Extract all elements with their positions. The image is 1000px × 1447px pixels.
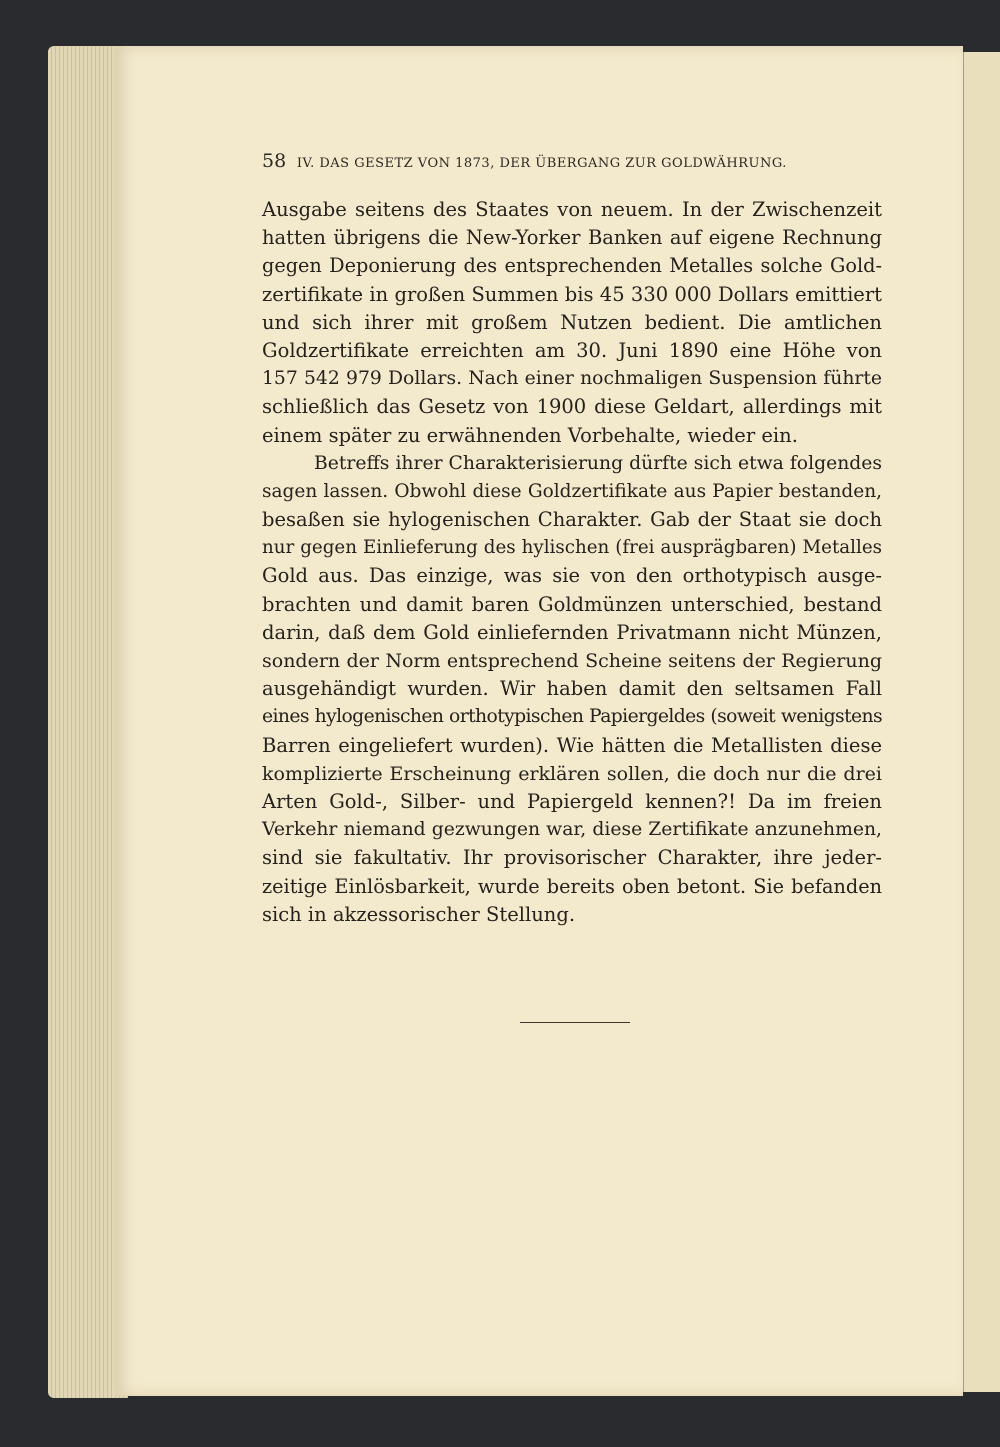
- page-number: 58: [262, 150, 287, 172]
- text-line: eines hylogenischen orthotypischen Papiergeldes (soweit wenigstens: [262, 706, 882, 728]
- text-line: sondern der Norm entsprechend Scheine seitens der Regierung: [262, 650, 882, 672]
- text-line: Betreffs ihrer Charakterisierung dürfte sich etwa folgendes: [314, 452, 882, 474]
- text-line: 157 542 979 Dollars. Nach einer nochmaligen Suspension führte: [262, 368, 882, 390]
- text-line: besaßen sie hylogenischen Charakter. Gab der Staat sie doch: [262, 508, 882, 532]
- text-line: darin, daß dem Gold einliefernden Privatmann nicht Münzen,: [262, 620, 882, 644]
- text-line: sich in akzessorischer Stellung.: [262, 902, 576, 926]
- chapter-title: IV. DAS GESETZ VON 1873, DER ÜBERGANG ZUR GOLDWÄHRUNG.: [296, 156, 787, 171]
- text-line: nur gegen Einlieferung des hylischen (frei ausprägbaren) Metalles: [262, 537, 882, 559]
- running-head: [262, 150, 884, 172]
- text-line: Gold aus. Das einzige, was sie von den orthotypisch ausge-: [262, 564, 882, 588]
- text-line: Verkehr niemand gezwungen war, diese Zertifikate anzunehmen,: [262, 819, 882, 841]
- body-text: [262, 196, 882, 929]
- text-line: gegen Deponierung des entsprechenden Metalles solche Gold-: [262, 254, 882, 278]
- text-line: Goldzertifikate erreichten am 30. Juni 1890 eine Höhe von: [262, 338, 882, 362]
- text-line: Barren eingeliefert wurden). Wie hätten die Metallisten diese: [262, 733, 882, 757]
- text-line: zeitige Einlösbarkeit, wurde bereits oben betont. Sie befanden: [262, 874, 882, 898]
- text-line: komplizierte Erscheinung erklären sollen, die doch nur die drei: [262, 762, 882, 785]
- text-line: schließlich das Gesetz von 1900 diese Geldart, allerdings mit: [262, 395, 882, 419]
- text-line: ausgehändigt wurden. Wir haben damit den seltsamen Fall: [262, 677, 882, 701]
- text-line: und sich ihrer mit großem Nutzen bedient. Die amtlichen: [262, 310, 882, 334]
- text-line: Arten Gold-, Silber- und Papiergeld kennen?! Da im freien: [262, 789, 882, 813]
- text-line: brachten und damit baren Goldmünzen unterschied, bestand: [262, 592, 882, 616]
- text-line: sind sie fakultativ. Ihr provisorischer Charakter, ihre jeder-: [262, 846, 882, 870]
- text-line: hatten übrigens die New-Yorker Banken auf eigene Rechnung: [262, 226, 882, 250]
- text-line: sagen lassen. Obwohl diese Goldzertifikate aus Papier bestanden,: [262, 480, 882, 502]
- text-line: Ausgabe seitens des Staates von neuem. In der Zwischenzeit: [262, 198, 882, 221]
- section-end-rule: [520, 1022, 630, 1023]
- text-line: zertifikate in großen Summen bis 45 330 000 Dollars emittiert: [262, 282, 882, 306]
- text-line: einem später zu erwähnenden Vorbehalte, wieder ein.: [262, 423, 798, 447]
- adjacent-page-edge: [962, 52, 1000, 1392]
